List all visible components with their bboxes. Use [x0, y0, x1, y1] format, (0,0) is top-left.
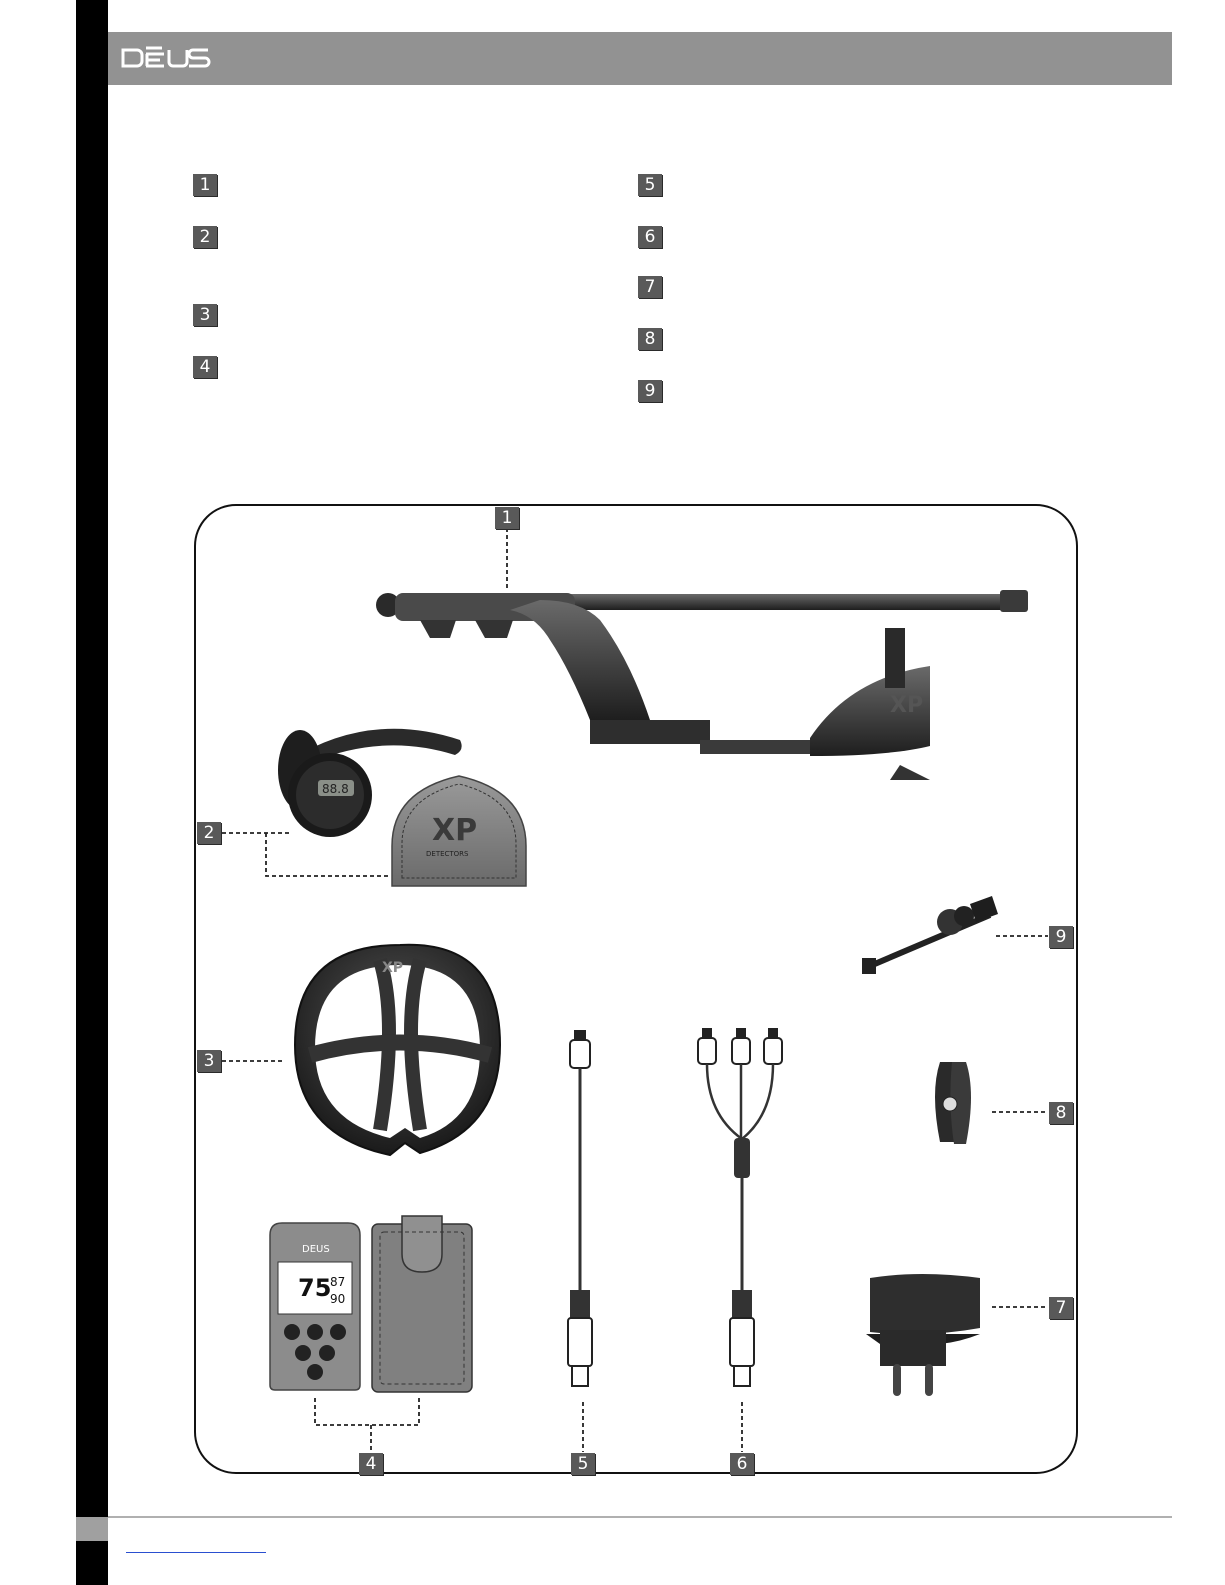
remote-brand: DEUS	[302, 1244, 330, 1255]
callout-5: 5	[571, 1453, 595, 1475]
legend-number-9: 9	[638, 380, 662, 402]
callout-8: 8	[1049, 1102, 1073, 1124]
footer-page-tab	[76, 1517, 108, 1541]
footer-divider	[108, 1516, 1172, 1518]
callout-2: 2	[197, 822, 221, 844]
clip-illustration	[935, 1062, 971, 1144]
triple-usb-cable-illustration	[698, 1028, 782, 1386]
headphone-display: 88.8	[322, 782, 349, 796]
legend-number-5: 5	[638, 174, 662, 196]
callout-7: 7	[1049, 1297, 1073, 1319]
remote-readout-main: 75	[298, 1274, 332, 1302]
backphone-case-text: DETECTORS	[426, 850, 469, 858]
bolt-illustration	[862, 896, 998, 974]
remote-pouch-illustration	[372, 1216, 472, 1392]
remote-control-illustration	[270, 1223, 360, 1390]
callout-1: 1	[495, 507, 519, 529]
usb-cable-illustration	[568, 1030, 592, 1386]
footer-link-underline[interactable]	[126, 1552, 266, 1553]
legend-number-7: 7	[638, 276, 662, 298]
remote-readout-bottom: 90	[330, 1292, 346, 1306]
backphone-case-illustration	[392, 776, 526, 886]
callout-4: 4	[359, 1453, 383, 1475]
legend-number-2: 2	[193, 226, 217, 248]
legend-number-4: 4	[193, 356, 217, 378]
legend-number-1: 1	[193, 174, 217, 196]
backphone-case-logo: XP	[432, 813, 478, 848]
legend-number-6: 6	[638, 226, 662, 248]
coil-logo: XP	[382, 960, 404, 976]
legend-number-8: 8	[638, 328, 662, 350]
stem-illustration	[376, 590, 1028, 780]
charger-illustration	[866, 1274, 980, 1396]
callout-6: 6	[730, 1453, 754, 1475]
remote-readout-top: 87	[330, 1275, 346, 1289]
callout-9: 9	[1049, 926, 1073, 948]
search-coil-illustration	[295, 945, 500, 1155]
stem-logo: XP	[890, 693, 924, 718]
callout-3: 3	[197, 1050, 221, 1072]
legend-number-3: 3	[193, 304, 217, 326]
